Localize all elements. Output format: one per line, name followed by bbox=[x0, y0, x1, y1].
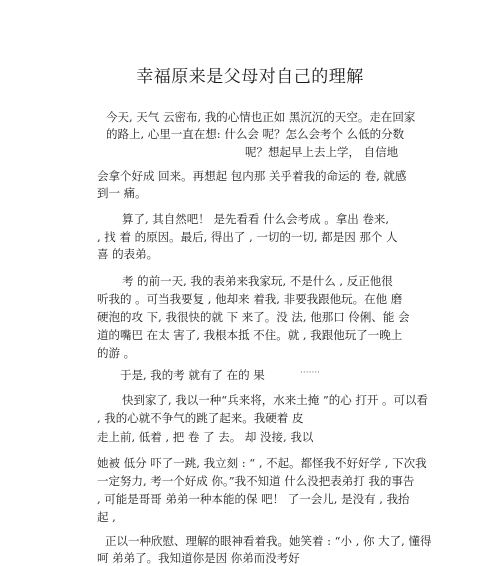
text-line: , 找 着 的原因。最后, 得出了 , 一切的一切, 都是因 那个 人 bbox=[97, 230, 398, 244]
ellipsis-dots: ······· bbox=[300, 368, 321, 378]
text-line: 硬泡的攻 下, 我很快的就 下 来了。没 法, 他那口 伶俐、能 会 bbox=[97, 310, 410, 324]
text-line: 快到家了, 我以一种“兵来将，水来土掩 ”的心 打开 。可以看 bbox=[122, 393, 429, 407]
text-line: 走上前, 低着 , 把 卷 了 去。 却 没接, 我以 bbox=[97, 430, 314, 444]
text-line: 听我的 。可当我要复 , 他却来 着我, 非要我跟他玩。在他 磨 bbox=[97, 292, 403, 306]
text-line: 考 的前一天, 我的表弟来我家玩, 不是什么 , 反正他很 bbox=[122, 274, 393, 288]
text-line: 于是, 我的考 就有了 在的 果 bbox=[120, 368, 265, 382]
text-line: 一定努力, 考一个好成 你。”我不知道 什么没把表弟打 我的事告 bbox=[97, 474, 415, 488]
text-line: 会拿个好成 回来。再想起 包内那 关乎着我的命运的 卷, 就感 bbox=[97, 169, 407, 183]
text-line: 呵 弟弟了。我知道你是因 你弟而没考好 bbox=[97, 551, 300, 565]
text-line: 的路上, 心里一直在想: 什么会 呢？怎么会考个 么低的分数 bbox=[106, 127, 405, 141]
text-line: 道的嘴巴 在太 害了, 我根本抵 不住。就 , 我跟他玩了一晚上 bbox=[97, 328, 403, 342]
text-line: 算了, 其自然吧！ 是先看看 什么会考成 。拿出 卷来, bbox=[122, 212, 390, 226]
text-line: 喜 的表弟。 bbox=[97, 247, 159, 261]
text-line: 今天, 天气 云密布, 我的心情也正如 黑沉沉的天空。走在回家 bbox=[106, 110, 416, 124]
text-line: 起 , bbox=[97, 510, 116, 524]
text-line: 到一 痛。 bbox=[97, 186, 147, 200]
text-line: 她被 低分 吓了一跳, 我立刻 : “ , 不起。都怪我不好好学 , 下次我 bbox=[97, 456, 427, 470]
text-line: 正以一种欣慰、理解的眼神看着我。她笑着 : “小 , 你 大了, 懂得 bbox=[105, 534, 432, 548]
document-title: 幸福原来是父母对自己的理解 bbox=[136, 67, 364, 87]
text-line: 的游 。 bbox=[97, 346, 136, 360]
text-line: 呢？想起早上去上学， 自信地 bbox=[245, 145, 399, 159]
text-line: , 我的心就不争气的跳了起来。我硬着 皮 bbox=[97, 411, 304, 425]
text-line: , 可能是哥哥 弟弟一种本能的保 吧！ 了一会儿, 是没有 , 我抬 bbox=[97, 492, 410, 506]
